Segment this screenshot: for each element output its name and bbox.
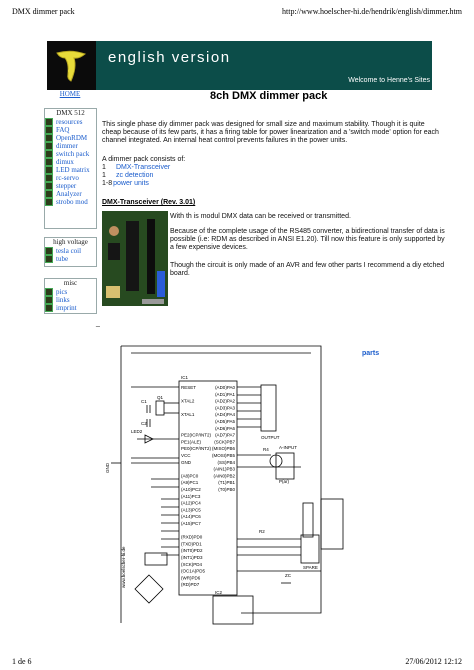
prog-label: P(ar) [279, 479, 289, 484]
ic1-right-pin: (AIN1)PB3 [213, 466, 235, 472]
pcb-photo [102, 211, 168, 306]
intro-paragraph: This single phase diy dimmer pack was designed for small size and maximum stability. Though it is quite cheap because of its few parts, it has a firing table for power linearization and a 'switch mode' option for each channel integrated. An internal heat control prevents failures in the power units. [102, 121, 439, 145]
ic1-left-pin: (RD)PD7 [181, 582, 200, 588]
part-link[interactable]: power units [113, 180, 149, 188]
tab-title: DMX dimmer pack [12, 7, 75, 16]
nav-thumb-icon [45, 142, 53, 150]
nav-item-label: FAQ [56, 126, 70, 134]
page-title: 8ch DMX dimmer pack [210, 90, 328, 102]
ic1-left-pin: XTAL2 [181, 398, 195, 404]
ic1-left-pin: PE2(ICP/INT2) [181, 432, 212, 438]
ic1-left-pin: (A13)PC5 [181, 507, 201, 513]
nav-hv-tesla-coil[interactable] [45, 247, 96, 255]
logo-swirl-icon [47, 41, 96, 90]
nav-thumb-icon [45, 166, 53, 174]
banner-title: english version [108, 49, 231, 66]
r2-label: R2 [259, 529, 265, 534]
ic1-left-pin: (TXD)PD1 [181, 541, 202, 547]
nav-home-link[interactable]: HOME [59, 90, 81, 98]
nav-item-label: stepper [56, 182, 77, 190]
ic1-left-pin: (A11)PC3 [181, 493, 201, 499]
spare-label: SPARE [303, 565, 318, 570]
page-number: 1 de 6 [12, 657, 32, 666]
pcb-image-icon [102, 211, 168, 306]
dash-mark: _ [96, 320, 100, 327]
parts-list-item [102, 172, 170, 180]
nav-item-label: tube [56, 255, 69, 263]
nav-dmx-title: DMX 512 [56, 109, 85, 117]
nav-hv-title: high voltage [53, 238, 88, 246]
nav-item-label: Analyzer [56, 190, 82, 198]
nav-dmx-stepper[interactable] [45, 182, 96, 190]
nav-item-label: dimux [56, 158, 74, 166]
nav-thumb-icon [45, 255, 53, 263]
ic1-right-pin: (AD6)PA6 [215, 425, 235, 431]
nav-dmx-openrdm[interactable] [45, 134, 96, 142]
ic1-right-pin: (MOSI)PB5 [211, 453, 235, 458]
ic1-left-pin: (A12)PC4 [181, 500, 201, 506]
page-url[interactable]: http://www.hoelscher-hi.de/hendrik/english/dimmer.htm [282, 7, 462, 16]
ic1-left-pin: (A10)PC2 [181, 487, 201, 492]
ic1-left-pin: (INT0)PD2 [181, 548, 203, 554]
parts-link[interactable]: parts [362, 350, 380, 357]
zc-label: ZC [285, 573, 291, 578]
nav-thumb-icon [45, 174, 53, 182]
nav-misc-links[interactable] [45, 296, 96, 304]
banner-subtitle: Welcome to Henne's Sites [348, 77, 430, 84]
parts-list [102, 164, 170, 189]
part-link[interactable]: zc detection [116, 172, 154, 180]
ic1-right-pin: (MISO)PB6 [211, 446, 235, 452]
nav-thumb-icon [45, 182, 53, 190]
ic1-left-pin: (A14)PC6 [181, 514, 201, 520]
watermark-label: www.hoelscher-hi.de [121, 546, 126, 588]
nav-dmx-faq[interactable] [45, 126, 96, 134]
nav-item-label: OpenRDM [56, 134, 88, 142]
ic1-left-pin: (INT1)PD3 [181, 555, 203, 560]
ic1-right-pin: (SS)PB4 [217, 459, 235, 465]
nav-thumb-icon [45, 198, 53, 206]
ic1-right-pin: (AD0)PA0 [215, 385, 235, 390]
ic1-right-pin: (AD5)PA5 [215, 419, 235, 424]
schematic [101, 343, 352, 643]
gnd-label: GND [105, 463, 110, 473]
nav-thumb-icon [45, 247, 53, 255]
ic1-right-pin: (SCK)PB7 [214, 439, 235, 445]
ic1-left-pin: RESET [181, 385, 197, 390]
ic1-right-pin: (AD7)PA7 [215, 432, 235, 438]
ic1-left-pin: GND [181, 459, 191, 465]
part-qty: 1 [102, 172, 106, 180]
nav-hv-box [44, 237, 97, 267]
c2-label: C2 [141, 421, 147, 426]
nav-dmx-resources[interactable] [45, 118, 96, 126]
nav-misc-pics[interactable] [45, 288, 96, 296]
nav-dmx-rc-servo[interactable] [45, 174, 96, 182]
nav-item-label: rc-servo [56, 174, 79, 182]
nav-item-label: switch pack [56, 150, 90, 158]
r4-label: R4 [263, 447, 269, 452]
nav-misc-imprint[interactable] [45, 304, 96, 312]
ic1-left-pin: (WR)PD6 [181, 575, 201, 581]
para-2: Because of the complete usage of the RS485 converter, a bidirectional transfer of data is possible (i.e: RDM as described in ANSI E1.20). Till now this feature is only supported by a few expensive devices. [170, 228, 445, 252]
section-title: DMX-Transceiver (Rev. 3.01) [102, 199, 196, 206]
parts-list-item [102, 180, 170, 188]
nav-item-label: imprint [56, 304, 77, 312]
ic1-right-pin: (T0)PB0 [218, 487, 235, 492]
ic2-label: IC2 [215, 590, 223, 595]
ic1-right-pin: (AD2)PA2 [215, 398, 235, 404]
ic1-left-pin: (A8)PC0 [181, 473, 199, 479]
part-qty: 1 [102, 164, 106, 171]
nav-dmx-analyzer[interactable] [45, 190, 96, 198]
parts-list-item [102, 164, 170, 172]
nav-thumb-icon [45, 304, 53, 312]
nav-dmx-dimmer[interactable] [45, 142, 96, 150]
nav-item-label: dimmer [56, 142, 78, 150]
output-label: OUTPUT [261, 435, 280, 440]
ic1-left-pin: (RXD)PD0 [181, 534, 203, 540]
nav-item-label: LED matrix [56, 166, 90, 174]
nav-dmx-dimux[interactable] [45, 158, 96, 166]
nav-thumb-icon [45, 118, 53, 126]
nav-misc-box [44, 278, 97, 314]
nav-item-label: pics [56, 288, 68, 296]
nav-item-label: links [56, 296, 70, 304]
ic1-left-pin: (OC1A)PD5 [181, 568, 206, 574]
nav-thumb-icon [45, 134, 53, 142]
nav-thumb-icon [45, 126, 53, 134]
para-1: With th is modul DMX data can be received or transmitted. [170, 213, 351, 220]
ainput-label: A-INPUT [279, 445, 297, 450]
led2-label: LED2 [131, 429, 143, 434]
ic1-left-pin: (XCK)PD4 [181, 561, 203, 567]
ic1-left-pin: PE1(ALE) [181, 439, 202, 445]
ic1-label: IC1 [181, 375, 189, 380]
ic1-right-pin: (T1)PB1 [218, 480, 235, 486]
ic1-right-pin: (AD4)PA4 [215, 412, 235, 418]
q1-label: Q1 [157, 395, 164, 400]
c1-label: C1 [141, 399, 147, 404]
part-qty: 1-8 [102, 180, 113, 188]
nav-dmx-switch-pack[interactable] [45, 150, 96, 158]
consists-label: A dimmer pack consists of: [102, 156, 186, 163]
nav-thumb-icon [45, 288, 53, 296]
nav-dmx-strobo-mod[interactable] [45, 198, 96, 206]
site-logo[interactable] [47, 41, 96, 90]
schematic-svg [101, 343, 352, 643]
para-3: Though the circuit is only made of an AVR and few other parts I recommend a diy etched board. [170, 262, 445, 278]
ic1-left-pin: PE0(ICP/INT2) [181, 446, 212, 452]
nav-thumb-icon [45, 296, 53, 304]
nav-item-label: strobo mod [56, 198, 88, 206]
nav-dmx-led-matrix[interactable] [45, 166, 96, 174]
ic1-left-pin: XTAL1 [181, 412, 195, 418]
nav-thumb-icon [45, 190, 53, 198]
ic1-left-pin: VCC [181, 453, 191, 458]
nav-thumb-icon [45, 150, 53, 158]
nav-misc-title: misc [63, 279, 78, 287]
nav-dmx-box [44, 108, 97, 229]
print-datetime: 27/06/2012 12:12 [405, 657, 462, 666]
nav-item-label: tesla coil [56, 247, 82, 255]
ic1-right-pin: (AD3)PA3 [215, 405, 235, 411]
ic1-left-pin: (A15)PC7 [181, 521, 201, 526]
nav-hv-tube[interactable] [45, 255, 96, 263]
nav-item-label: resources [56, 118, 83, 126]
ic1-right-pin: (AD1)PA1 [215, 391, 235, 397]
nav-thumb-icon [45, 158, 53, 166]
ic1-left-pin: (A9)PC1 [181, 480, 199, 486]
ic1-right-pin: (AIN0)PB2 [213, 473, 235, 479]
part-link[interactable]: DMX-Transceiver [116, 164, 171, 171]
